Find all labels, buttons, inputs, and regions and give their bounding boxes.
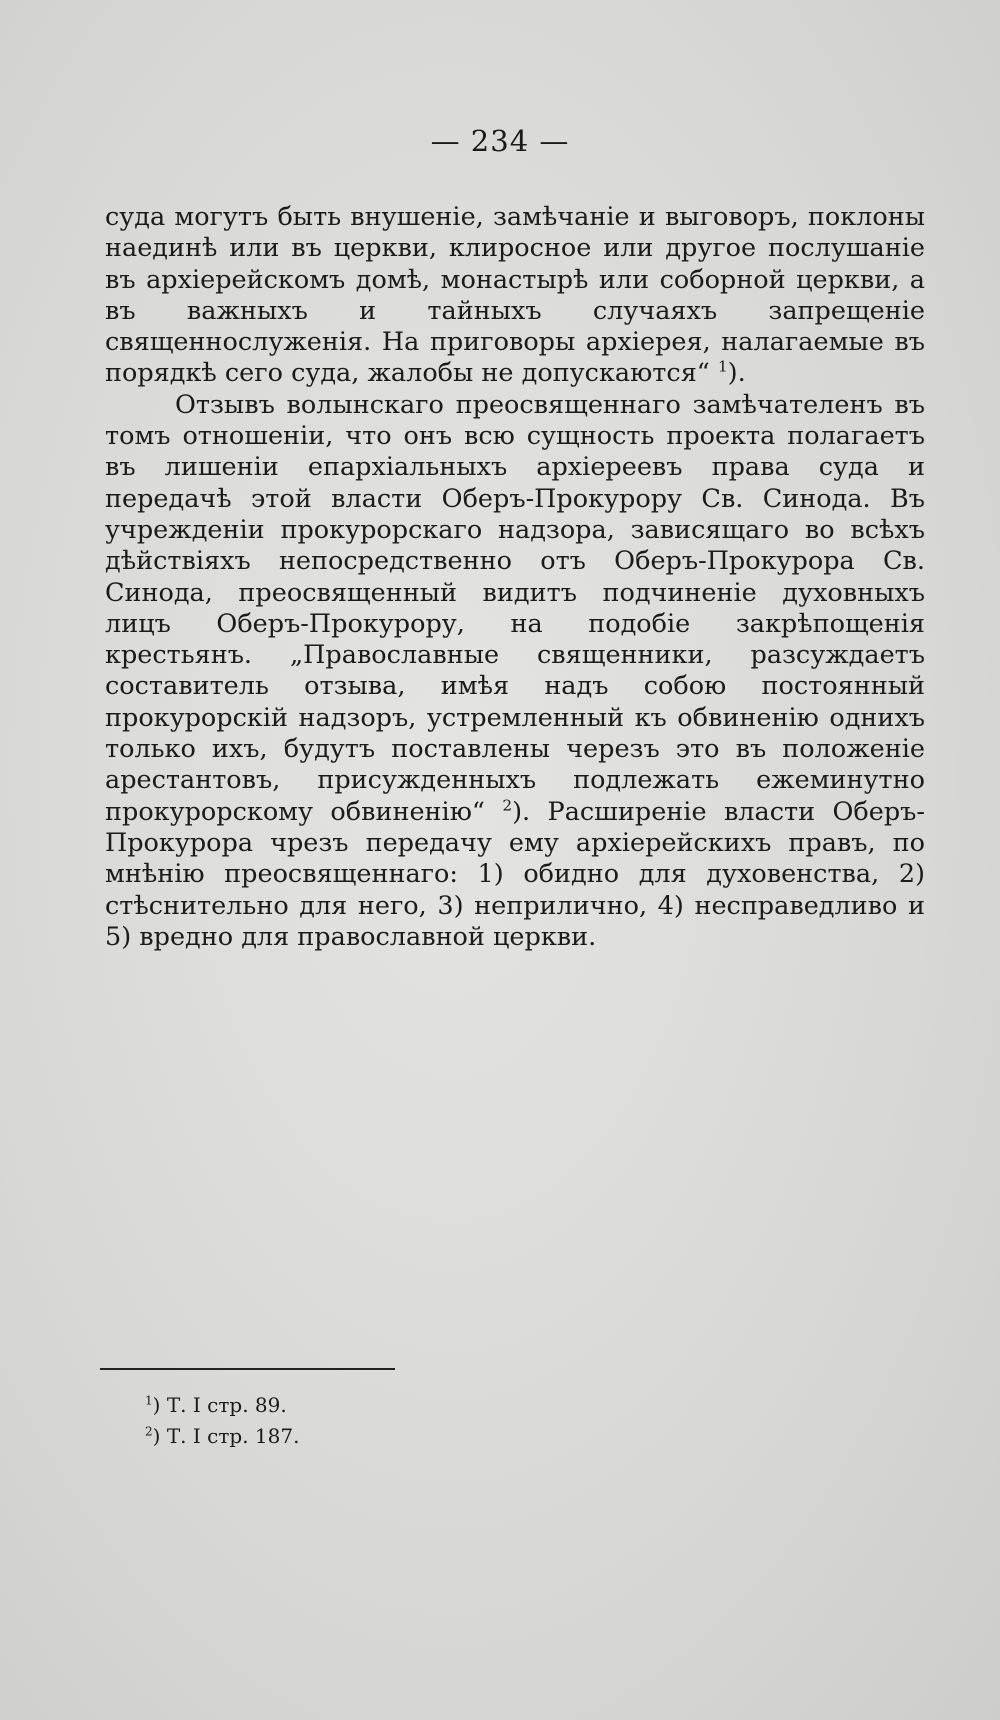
paragraph-1: [105, 202, 925, 390]
footnote-divider: [100, 1368, 395, 1370]
footnote-mark: 2: [145, 1424, 153, 1439]
footnote-1: $^1$) Т. I стр. 89.: [145, 1393, 287, 1417]
footnote-mark: 1: [145, 1393, 153, 1408]
paragraph-2: [105, 390, 925, 953]
paragraph-text-end: ).: [727, 358, 746, 389]
page-number: — 234 —: [430, 124, 570, 158]
footnote-2: $^2$) Т. I стр. 187.: [145, 1424, 300, 1448]
footnote-ref: 1: [717, 357, 728, 376]
footnote-ref: 2: [502, 796, 513, 815]
footnotes: [145, 1390, 299, 1452]
paragraph-text: Отзывъ волынскаго преосвященнаго замѣчателенъ въ томъ отношеніи, что онъ всю сущность проекта полагаетъ въ лишеніи епархіальныхъ архіереевъ права суда и передачѣ этой власти Оберъ-Прокурору Св. Синода. Въ учрежденіи прокурорскаго надзора, зависящаго во всѣхъ дѣйствіяхъ непосредственно отъ Оберъ-Прокурора Св. Синода, преосвященный видитъ подчиненіе духовныхъ лицъ Оберъ-Прокурору, на подобіе закрѣпощенія крестьянъ. „Православные священники, разсуждаетъ составитель отзыва, имѣя надъ собою постоянный прокурорскій надзоръ, устремленный къ обвиненію однихъ только ихъ, будутъ поставлены черезъ это въ положеніе арестантовъ, присужденныхъ подлежать ежеминутно прокурорскому обвиненію“: [105, 389, 925, 827]
footnote-text: Т. I стр. 187.: [166, 1424, 300, 1448]
footnote-text: Т. I стр. 89.: [166, 1393, 287, 1417]
paragraph-text-end: ). Расширеніе власти Оберъ-Прокурора чрезъ передачу ему архіерейскихъ правъ, по мнѣнію преосвященнаго: 1) обидно для духовенства, 2) стѣснительно для него, 3) неприлично, 4) несправедливо и 5) вредно для православной церкви.: [105, 796, 925, 952]
body-text: [105, 202, 925, 953]
paragraph-text: суда могутъ быть внушеніе, замѣчаніе и выговоръ, поклоны наединѣ или въ церкви, клиросное или другое послушаніе въ архіерейскомъ домѣ, монастырѣ или соборной церкви, а въ важныхъ и тайныхъ случаяхъ запрещеніе священнослуженія. На приговоры архіерея, налагаемые въ порядкѣ сего суда, жалобы не допускаются“: [105, 202, 925, 389]
